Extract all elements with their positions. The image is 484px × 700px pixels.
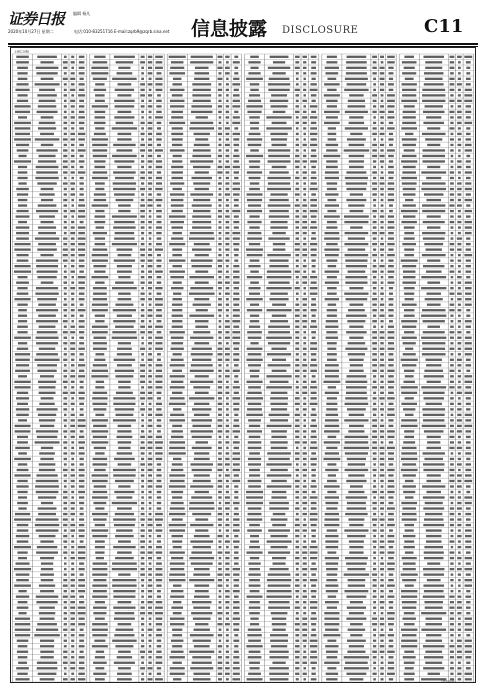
table-column bbox=[245, 54, 319, 682]
table-column bbox=[13, 54, 87, 682]
contact-line: 电话:010-83251716 E-mail:zqrb9@zqrb.sina.net bbox=[74, 29, 170, 34]
table-column bbox=[90, 54, 164, 682]
newspaper-logo: 证券日报 bbox=[8, 10, 65, 28]
page-number: C11 bbox=[424, 16, 464, 37]
editor-credit: 编辑 杨凡 bbox=[73, 11, 91, 16]
table-column bbox=[167, 54, 241, 682]
table-column bbox=[399, 54, 473, 682]
section-title-en: DISCLOSURE bbox=[282, 25, 359, 36]
masthead-rule bbox=[8, 43, 478, 45]
dateline: 2020年10月27日 星期二 bbox=[8, 29, 54, 34]
continued-note: 下转C12版 bbox=[440, 679, 455, 683]
disclosure-table bbox=[11, 48, 475, 682]
continued-from-note: 上接C10版 bbox=[14, 49, 29, 54]
table-column bbox=[322, 54, 396, 682]
section-title: 信息披露 bbox=[191, 18, 268, 40]
masthead bbox=[0, 0, 484, 44]
disclosure-table-frame bbox=[10, 47, 476, 683]
